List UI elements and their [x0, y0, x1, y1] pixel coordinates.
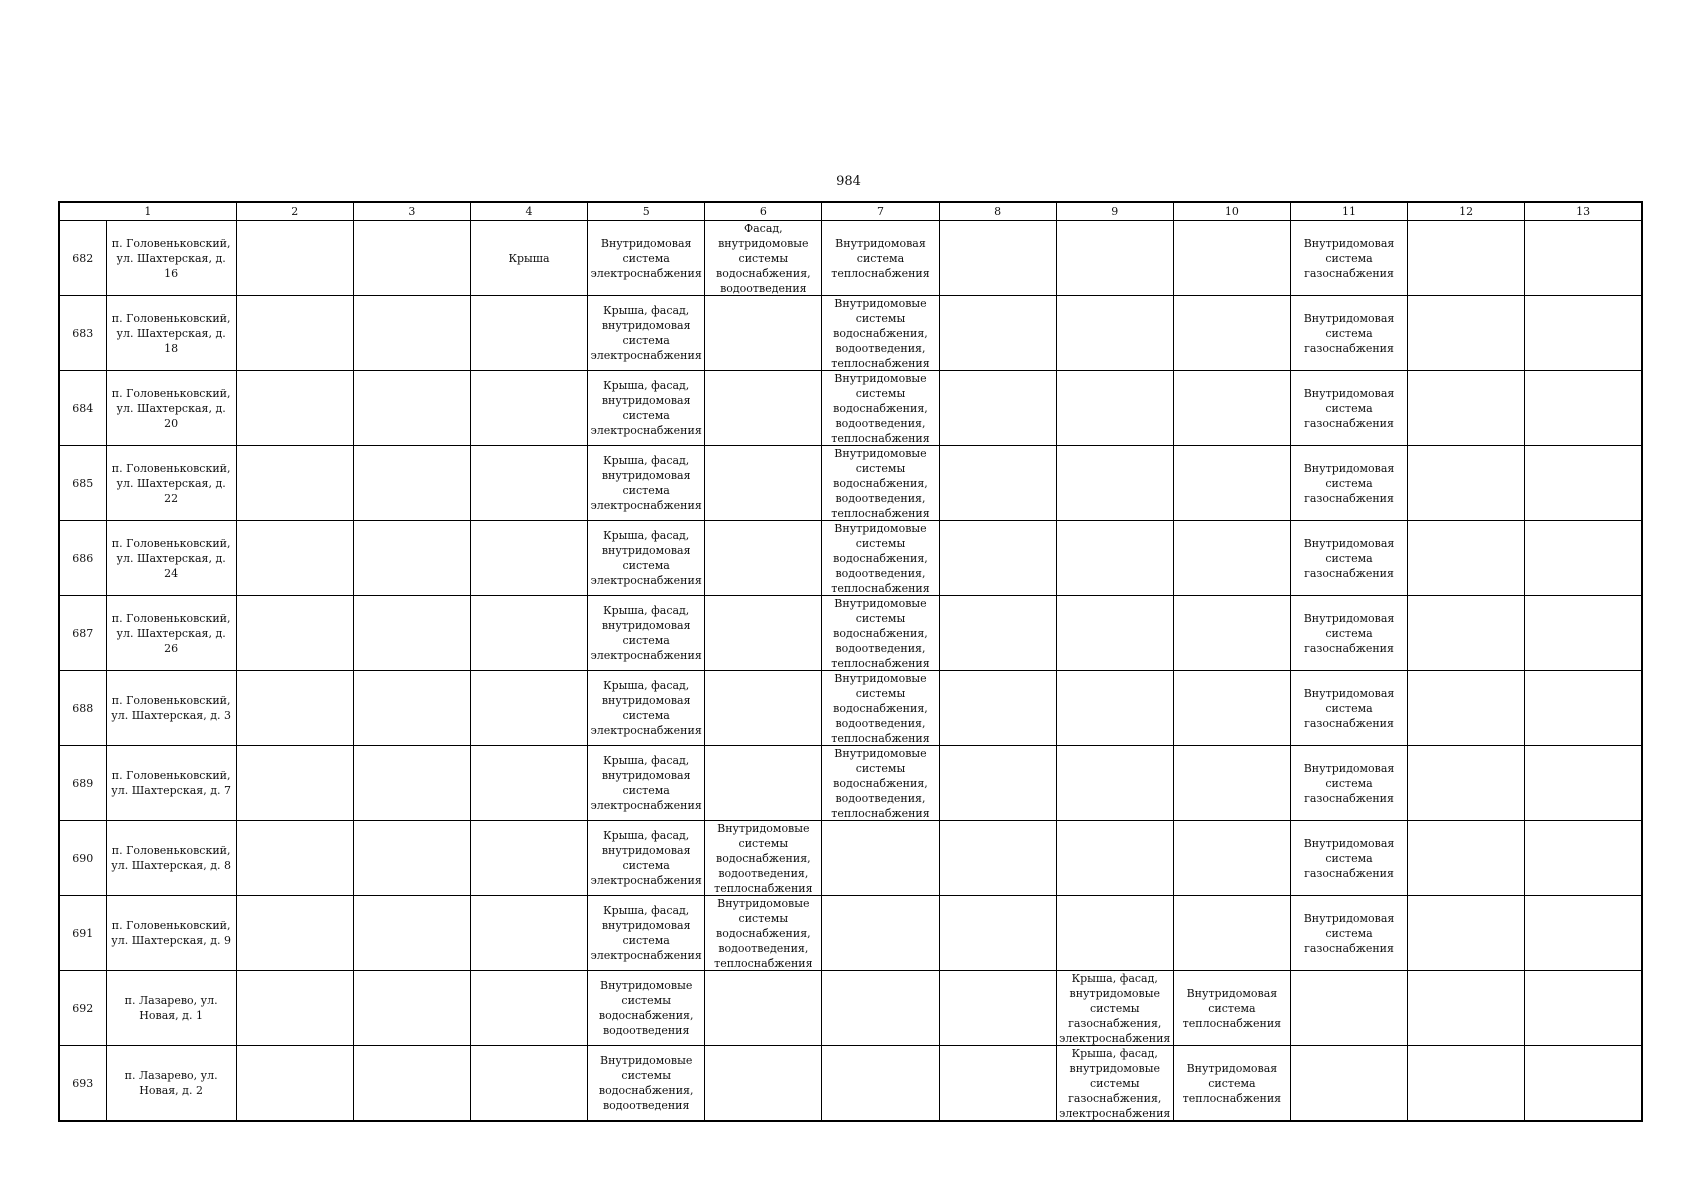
work-cell	[1056, 596, 1173, 671]
work-cell	[1056, 521, 1173, 596]
work-cell	[588, 671, 705, 746]
work-cell	[236, 896, 353, 971]
address-cell: п. Головеньковский, ул. Шахтерская, д. 3	[106, 671, 236, 746]
work-cell	[1056, 296, 1173, 371]
work-cell	[353, 221, 470, 296]
work-cell	[470, 971, 587, 1046]
work-cell	[1525, 296, 1642, 371]
work-cell-text: Внутридомовая система теплоснабжения	[1182, 1061, 1282, 1105]
table-row	[59, 821, 1642, 896]
work-cell	[939, 1046, 1056, 1122]
work-cell	[705, 371, 822, 446]
work-cell-text: Крыша, фасад, внутридомовая система электроснабжения	[590, 304, 702, 362]
work-cell	[1525, 821, 1642, 896]
work-cell	[236, 746, 353, 821]
table-row	[59, 596, 1642, 671]
work-cell	[939, 296, 1056, 371]
work-cell	[939, 971, 1056, 1046]
work-cell	[1290, 896, 1407, 971]
work-cell	[353, 596, 470, 671]
work-cell	[1290, 746, 1407, 821]
work-cell	[939, 371, 1056, 446]
work-cell	[1173, 596, 1290, 671]
work-cell	[1290, 221, 1407, 296]
work-cell-text: Внутридомовая система газоснабжения	[1303, 686, 1395, 730]
row-number: 685	[59, 446, 106, 521]
work-cell	[353, 1046, 470, 1122]
work-cell	[588, 896, 705, 971]
address-cell: п. Головеньковский, ул. Шахтерская, д. 8	[106, 821, 236, 896]
work-cell	[588, 1046, 705, 1122]
row-number: 686	[59, 521, 106, 596]
work-cell	[939, 596, 1056, 671]
work-cell	[1525, 671, 1642, 746]
work-cell	[1408, 746, 1525, 821]
work-cell	[705, 896, 822, 971]
work-cell	[1173, 896, 1290, 971]
work-cell	[1173, 821, 1290, 896]
work-cell	[588, 221, 705, 296]
address-cell: п. Головеньковский, ул. Шахтерская, д. 22	[106, 446, 236, 521]
row-number: 683	[59, 296, 106, 371]
work-cell	[470, 746, 587, 821]
work-cell	[1056, 896, 1173, 971]
work-cell	[588, 971, 705, 1046]
work-cell-text: Внутридомовые системы водоснабжения, водоотведения, теплоснабжения	[831, 447, 930, 520]
work-cell	[470, 521, 587, 596]
work-cell	[588, 821, 705, 896]
work-cell	[1525, 746, 1642, 821]
work-cell	[1290, 596, 1407, 671]
work-cell	[1408, 896, 1525, 971]
header-cell: 4	[470, 202, 587, 221]
table-row	[59, 521, 1642, 596]
work-cell-text: Внутридомовая система газоснабжения	[1303, 911, 1395, 955]
work-cell	[939, 746, 1056, 821]
work-cell	[822, 296, 939, 371]
work-cell	[705, 746, 822, 821]
work-cell-text: Крыша, фасад, внутридомовая система электроснабжения	[590, 604, 702, 662]
work-cell	[470, 371, 587, 446]
table-row	[59, 371, 1642, 446]
work-cell	[1525, 221, 1642, 296]
work-cell-text: Внутридомовая система газоснабжения	[1303, 536, 1395, 580]
header-cell: 12	[1408, 202, 1525, 221]
work-cell-text: Крыша, фасад, внутридомовая система электроснабжения	[590, 679, 702, 737]
work-cell	[470, 671, 587, 746]
work-cell-text: Внутридомовая система газоснабжения	[1303, 836, 1395, 880]
address-cell: п. Головеньковский, ул. Шахтерская, д. 16	[106, 221, 236, 296]
work-cell	[236, 446, 353, 521]
header-cell: 1	[59, 202, 236, 221]
work-cell	[470, 1046, 587, 1122]
work-cell-text: Внутридомовые системы водоснабжения, водоотведения, теплоснабжения	[831, 747, 930, 820]
work-cell	[939, 446, 1056, 521]
work-cell-text: Внутридомовые системы водоснабжения, водоотведения, теплоснабжения	[831, 672, 930, 745]
table-row	[59, 446, 1642, 521]
work-cell	[470, 821, 587, 896]
work-cell	[939, 521, 1056, 596]
work-cell-text: Крыша, фасад, внутридомовая система электроснабжения	[590, 754, 702, 812]
work-cell	[1290, 971, 1407, 1046]
work-cell	[1525, 446, 1642, 521]
work-cell-text: Внутридомовые системы водоснабжения, водоотведения, теплоснабжения	[714, 822, 813, 895]
work-cell	[1408, 446, 1525, 521]
work-cell-text: Внутридомовые системы водоснабжения, водоотведения, теплоснабжения	[831, 522, 930, 595]
work-cell-text: Внутридомовая система электроснабжения	[590, 236, 702, 280]
address-cell: п. Головеньковский, ул. Шахтерская, д. 26	[106, 596, 236, 671]
work-cell	[1173, 296, 1290, 371]
work-cell-text: Крыша, фасад, внутридомовая система электроснабжения	[590, 454, 702, 512]
table-row	[59, 896, 1642, 971]
work-cell-text: Фасад, внутридомовые системы водоснабжения, водоотведения	[716, 222, 811, 295]
work-cell	[236, 671, 353, 746]
work-cell	[705, 971, 822, 1046]
work-cell	[353, 821, 470, 896]
work-cell	[588, 371, 705, 446]
work-cell	[1408, 296, 1525, 371]
work-cell	[1408, 596, 1525, 671]
work-cell	[1056, 971, 1173, 1046]
table-row	[59, 296, 1642, 371]
work-cell	[939, 221, 1056, 296]
header-cell: 5	[588, 202, 705, 221]
work-cell-text: Внутридомовые системы водоснабжения, водоотведения, теплоснабжения	[831, 372, 930, 445]
work-cell-text: Внутридомовые системы водоснабжения, водоотведения, теплоснабжения	[831, 297, 930, 370]
work-cell	[1525, 896, 1642, 971]
work-cell	[236, 596, 353, 671]
address-cell: п. Головеньковский, ул. Шахтерская, д. 20	[106, 371, 236, 446]
work-cell	[588, 596, 705, 671]
work-cell	[1290, 821, 1407, 896]
work-cell-text: Крыша, фасад, внутридомовая система электроснабжения	[590, 379, 702, 437]
work-cell	[1056, 446, 1173, 521]
work-cell	[1408, 521, 1525, 596]
work-cell-text: Крыша, фасад, внутридомовые системы газоснабжения, электроснабжения	[1059, 972, 1171, 1045]
work-cell	[1173, 971, 1290, 1046]
work-cell	[1408, 371, 1525, 446]
work-cell	[353, 521, 470, 596]
work-cell	[1173, 521, 1290, 596]
work-cell-text: Внутридомовая система теплоснабжения	[1182, 986, 1282, 1030]
work-cell	[1525, 971, 1642, 1046]
work-cell	[705, 221, 822, 296]
work-cell	[236, 371, 353, 446]
work-cell	[1290, 371, 1407, 446]
work-cell	[822, 521, 939, 596]
work-cell	[470, 596, 587, 671]
work-cell-text: Внутридомовая система газоснабжения	[1303, 386, 1395, 430]
work-cell	[1408, 971, 1525, 1046]
work-cell	[588, 446, 705, 521]
header-cell: 9	[1056, 202, 1173, 221]
work-cell	[353, 896, 470, 971]
header-cell: 2	[236, 202, 353, 221]
work-cell	[1173, 371, 1290, 446]
work-cell	[705, 446, 822, 521]
row-number: 689	[59, 746, 106, 821]
row-number: 690	[59, 821, 106, 896]
work-cell-text: Внутридомовые системы водоснабжения, водоотведения	[598, 1054, 694, 1112]
work-cell	[470, 446, 587, 521]
work-cell-text: Внутридомовые системы водоснабжения, водоотведения, теплоснабжения	[714, 897, 813, 970]
row-number: 682	[59, 221, 106, 296]
work-cell	[705, 296, 822, 371]
work-cell	[1408, 821, 1525, 896]
work-cell	[1173, 746, 1290, 821]
work-cell	[236, 971, 353, 1046]
work-cell	[822, 221, 939, 296]
table-row	[59, 671, 1642, 746]
work-cell	[1408, 221, 1525, 296]
work-cell-text: Внутридомовая система газоснабжения	[1303, 311, 1395, 355]
header-cell: 13	[1525, 202, 1642, 221]
work-cell-text: Крыша, фасад, внутридомовая система электроснабжения	[590, 529, 702, 587]
work-cell	[822, 971, 939, 1046]
work-cell	[470, 221, 587, 296]
header-cell: 11	[1290, 202, 1407, 221]
header-cell: 8	[939, 202, 1056, 221]
work-cell	[1056, 1046, 1173, 1122]
work-cell	[1290, 1046, 1407, 1122]
work-cell-text: Внутридомовые системы водоснабжения, водоотведения, теплоснабжения	[831, 597, 930, 670]
work-cell	[822, 746, 939, 821]
work-cell	[236, 1046, 353, 1122]
work-cell	[705, 521, 822, 596]
work-cell	[588, 521, 705, 596]
row-number: 693	[59, 1046, 106, 1122]
work-cell	[705, 596, 822, 671]
row-number: 691	[59, 896, 106, 971]
work-cell	[1290, 446, 1407, 521]
work-cell	[588, 746, 705, 821]
work-cell	[588, 296, 705, 371]
work-cell	[1525, 596, 1642, 671]
address-cell: п. Лазарево, ул. Новая, д. 2	[106, 1046, 236, 1122]
work-cell	[1290, 296, 1407, 371]
work-cell-text: Внутридомовая система теплоснабжения	[831, 236, 930, 280]
work-cell-text: Внутридомовые системы водоснабжения, водоотведения	[598, 979, 694, 1037]
address-cell: п. Головеньковский, ул. Шахтерская, д. 7	[106, 746, 236, 821]
work-cell	[822, 896, 939, 971]
work-cell	[1056, 671, 1173, 746]
work-cell	[822, 821, 939, 896]
work-cell	[705, 1046, 822, 1122]
work-cell	[1056, 371, 1173, 446]
table-row	[59, 746, 1642, 821]
work-cell	[1173, 1046, 1290, 1122]
work-cell-text: Внутридомовая система газоснабжения	[1303, 236, 1395, 280]
work-cell	[822, 446, 939, 521]
work-cell	[822, 371, 939, 446]
row-number: 687	[59, 596, 106, 671]
work-cell	[353, 746, 470, 821]
work-cell	[705, 821, 822, 896]
work-cell	[939, 671, 1056, 746]
work-cell-text: Крыша, фасад, внутридомовая система электроснабжения	[590, 829, 702, 887]
work-cell	[1056, 746, 1173, 821]
header-cell: 3	[353, 202, 470, 221]
work-cell-text: Внутридомовая система газоснабжения	[1303, 461, 1395, 505]
row-number: 684	[59, 371, 106, 446]
table-row	[59, 971, 1642, 1046]
work-cell	[1173, 446, 1290, 521]
work-cell	[1290, 521, 1407, 596]
work-cell	[822, 671, 939, 746]
work-cell	[1408, 671, 1525, 746]
work-cell	[470, 896, 587, 971]
work-cell	[353, 296, 470, 371]
work-cell	[236, 821, 353, 896]
work-cell	[1173, 221, 1290, 296]
work-cell-text: Внутридомовая система газоснабжения	[1303, 611, 1395, 655]
work-cell	[353, 371, 470, 446]
row-number: 692	[59, 971, 106, 1046]
work-cell	[939, 821, 1056, 896]
work-cell	[353, 671, 470, 746]
address-cell: п. Лазарево, ул. Новая, д. 1	[106, 971, 236, 1046]
work-cell	[822, 596, 939, 671]
address-cell: п. Головеньковский, ул. Шахтерская, д. 18	[106, 296, 236, 371]
work-cell	[470, 296, 587, 371]
page-number: 984	[836, 174, 861, 189]
header-row	[59, 202, 1642, 221]
work-cell	[1525, 1046, 1642, 1122]
table-row	[59, 221, 1642, 296]
table-row	[59, 1046, 1642, 1122]
row-number: 688	[59, 671, 106, 746]
work-cell	[822, 1046, 939, 1122]
work-cell	[1525, 371, 1642, 446]
work-cell	[1056, 821, 1173, 896]
work-cell	[236, 296, 353, 371]
work-cell	[1525, 521, 1642, 596]
work-cell	[705, 671, 822, 746]
work-cell-text: Крыша	[508, 251, 550, 265]
header-cell: 10	[1173, 202, 1290, 221]
table-body	[59, 202, 1642, 1121]
work-cell	[353, 971, 470, 1046]
work-cell-text: Крыша, фасад, внутридомовые системы газоснабжения, электроснабжения	[1059, 1047, 1171, 1120]
work-cell	[236, 521, 353, 596]
header-cell: 6	[705, 202, 822, 221]
work-cell	[1056, 221, 1173, 296]
work-cell	[1290, 671, 1407, 746]
work-cell-text: Внутридомовая система газоснабжения	[1303, 761, 1395, 805]
header-cell: 7	[822, 202, 939, 221]
work-cell	[353, 446, 470, 521]
work-cell	[1408, 1046, 1525, 1122]
repair-schedule-table	[58, 201, 1643, 1122]
work-cell	[939, 896, 1056, 971]
address-cell: п. Головеньковский, ул. Шахтерская, д. 9	[106, 896, 236, 971]
work-cell-text: Крыша, фасад, внутридомовая система электроснабжения	[590, 904, 702, 962]
work-cell	[236, 221, 353, 296]
work-cell	[1173, 671, 1290, 746]
address-cell: п. Головеньковский, ул. Шахтерская, д. 24	[106, 521, 236, 596]
